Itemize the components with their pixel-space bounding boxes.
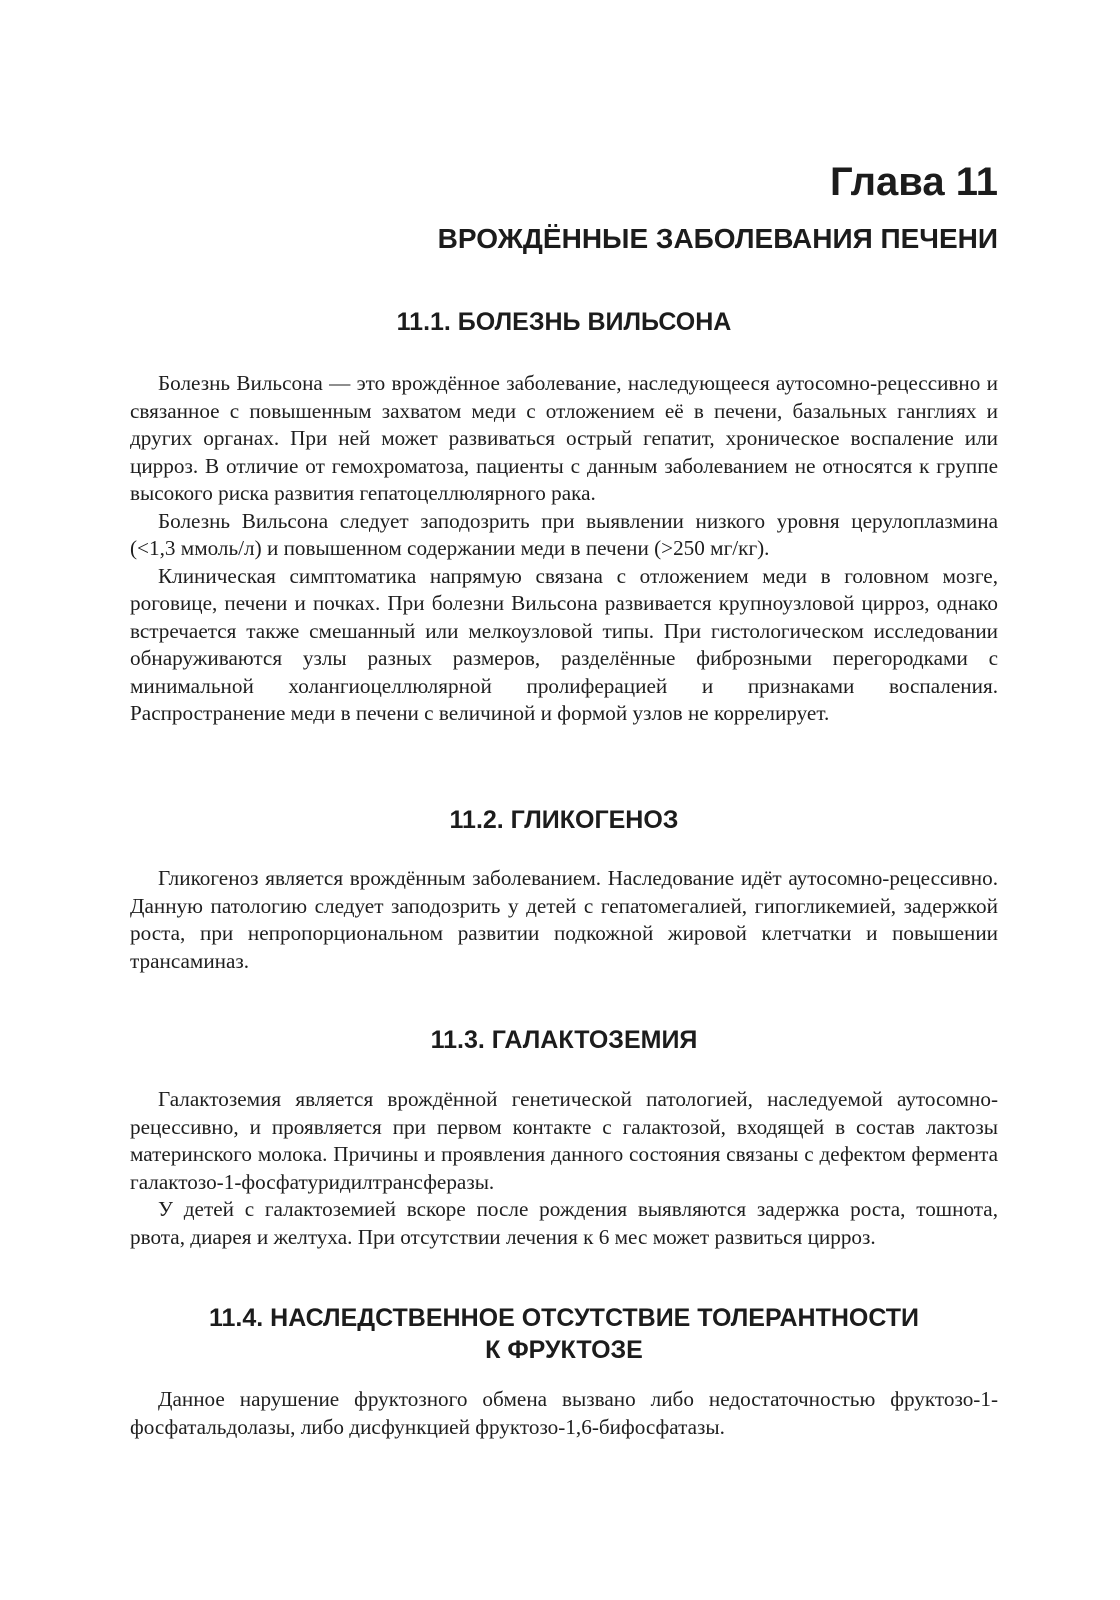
paragraph: Клиническая симптоматика напрямую связана с отложением меди в головном мозге, роговице, печени и почках. При болезни Вильсона развивается крупноузловой цирроз, однако встречается также смешанный или мелкоузловой типы. При гистологическом исследовании обнаруживаются узлы разных размеров, разделённые фиброзными перегородками с минимальной холангиоцеллюлярной пролиферацией и признаками воспаления. Распространение меди в печени с величиной и формой узлов не коррелирует. — [130, 563, 998, 725]
section-heading-11-1: 11.1. БОЛЕЗНЬ ВИЛЬСОНА — [396, 308, 732, 336]
section-body-11-4 — [130, 1386, 998, 1441]
section-heading-line: К ФРУКТОЗЕ — [485, 1336, 643, 1364]
section-body-11-2 — [130, 865, 998, 975]
paragraph: Галактоземия является врождённой генетической патологией, наследуемой аутосомно-рецессивно, и проявляется при первом контакте с галактозой, входящей в состав лактозы материнского молока. Причины и проявления данного состояния связаны с дефектом фермента галактозо-1-фосфатуридилтрансферазы. — [130, 1087, 998, 1194]
section-body-11-3 — [130, 1086, 998, 1251]
paragraph: У детей с галактоземией вскоре после рождения выявляются задержка роста, тошнота, рвота, диарея и желтуха. При отсутствии лечения к 6 мес может развиться цирроз. — [130, 1197, 998, 1249]
paragraph: Болезнь Вильсона следует заподозрить при выявлении низкого уровня церулоплазмина (<1,3 ммоль/л) и повышенном содержании меди в печени (>250 мг/кг). — [130, 508, 998, 560]
paragraph: Гликогеноз является врождённым заболеванием. Наследование идёт аутосомно-рецессивно. Данную патологию следует заподозрить у детей с гепатомегалией, гипогликемией, задержкой роста, при непропорциональном развитии подкожной жировой клетчатки и повышении трансаминаз. — [130, 866, 998, 973]
section-heading-line: 11.4. НАСЛЕДСТВЕННОЕ ОТСУТСТВИЕ ТОЛЕРАНТНОСТИ — [208, 1304, 920, 1332]
section-heading-11-2: 11.2. ГЛИКОГЕНОЗ — [449, 806, 679, 834]
paragraph: Данное нарушение фруктозного обмена вызвано либо недостаточностью фруктозо-1-фосфатальдолазы, либо дисфункцией фруктозо-1,6-бифосфатазы. — [130, 1387, 998, 1439]
chapter-title: ВРОЖДЁННЫЕ ЗАБОЛЕВАНИЯ ПЕЧЕНИ — [437, 223, 998, 254]
section-heading-11-3: 11.3. ГАЛАКТОЗЕМИЯ — [430, 1026, 698, 1054]
section-body-11-1 — [130, 370, 998, 728]
paragraph: Болезнь Вильсона — это врождённое заболевание, наследующееся аутосомно-рецессивно и связанное с повышенным захватом меди с отложением её в печени, базальных ганглиях и других органах. При ней может развиваться острый гепатит, хроническое воспаление или цирроз. В отличие от гемохроматоза, пациенты с данным заболеванием не относятся к группе высокого риска развития гепатоцеллюлярного рака. — [130, 371, 998, 505]
chapter-number: Глава 11 — [829, 160, 998, 204]
section-heading-11-4 — [130, 1302, 998, 1366]
